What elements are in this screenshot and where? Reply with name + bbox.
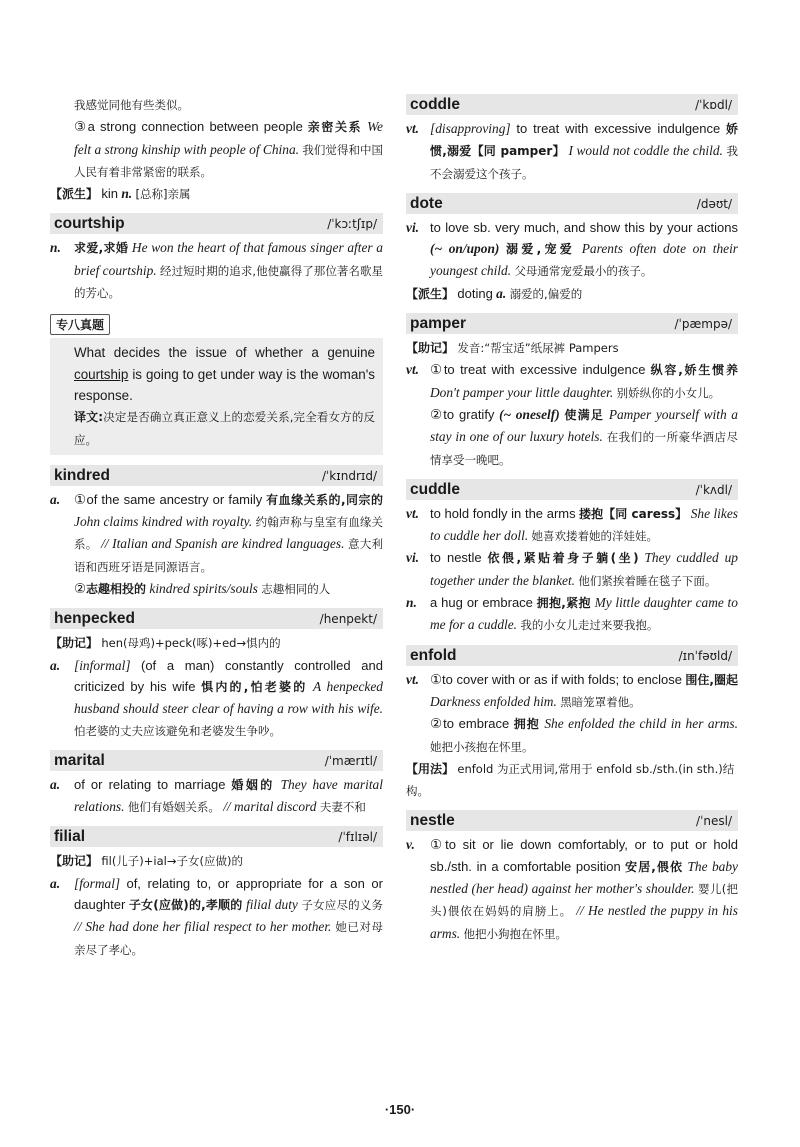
headword-bar [50, 213, 383, 234]
entry-kindred: kindred /ˈkɪndrɪd/ a. ①of the same ancestry or family 有血缘关系的,同宗的 John claims kindred with royalty. 约翰声称与皇室有血缘关系。 // Italian and Spanish are kindred languages. 意大利语和西班牙语是同源语言。 ②志趣相投的 kindred spirits/souls 志趣相同的人 [50, 466, 383, 597]
entry-filial: filial /ˈfɪlɪəl/ 【助记】 fil(儿子)+ial→子女(应做)的 a. [formal] of, relating to, or appropriate for a son or daughter 子女(应做)的,孝顺的 filial duty 子女应尽的义务 // She had done her filial respect to her mother. 她已对母亲尽了孝心。 [50, 828, 384, 957]
entry-enfold: enfold /ɪnˈfəʊld/ vt. ①to cover with or as if with folds; to enclose 围住,圈起 Darkness enfolded him. 黑暗笼罩着他。 ②to embrace 拥抱 She enfolded the child in her arms. 她把小孩抱在怀里。 【用法】 enfold 为正式用词,常用于 enfold sb./sth.(in sth.)结构。 [406, 646, 738, 799]
headword-bar [406, 193, 738, 214]
phonetic: /ˈkʌdl/ [695, 482, 732, 497]
entry-marital: marital /ˈmærɪtl/ a. of or relating to marriage 婚姻的 They have marital relations. 他们有婚姻关系。 // marital discord 夫妻不和 [50, 751, 383, 815]
headword: cuddle [410, 480, 460, 498]
phonetic: /ˈkɪndrɪd/ [321, 468, 377, 483]
headword: filial [54, 828, 86, 846]
headword-bar [50, 465, 383, 486]
kinship-continuation [50, 94, 383, 205]
headword-bar [406, 645, 738, 666]
phonetic: /ˈpæmpə/ [674, 317, 732, 332]
headword: pamper [410, 315, 466, 333]
kinship-derivative: 【派生】 kin n. [总称]亲属 [50, 186, 191, 202]
phonetic: /dəʊt/ [696, 196, 732, 211]
headword-bar [406, 313, 738, 334]
page-number: ·150· [384, 1102, 416, 1117]
part-of-speech: n. [50, 240, 61, 256]
entry-courtship: courtship /ˈkɔːtʃɪp/ n. 求爱,求婚 He won the heart of that famous singer after a brief courtship. 经过短时期的追求,他使赢得了那位著名歌星的芳心。 [50, 213, 383, 304]
headword: dote [410, 194, 443, 212]
phonetic: /ˈfɪlɪəl/ [338, 830, 377, 845]
right-column [406, 94, 738, 953]
kinship-sense3: ③a strong connection between people 亲密关系 We felt a strong kinship with people of China. 我们觉得和中国人民有着非常紧密的联系。 [74, 119, 383, 179]
entry-coddle: coddle /ˈkɒdl/ vt. [disapproving] to treat with excessive indulgence 娇惯,溺爱【同 pamper】 I would not coddle the child. 我不会溺爱这个孩子。 [406, 96, 739, 181]
entry-henpecked: henpecked /henpekt/ 【助记】 hen(母鸡)+peck(啄)+ed→惧内的 a. [informal] (of a man) constantly controlled and criticized by his wife 惧内的,怕老婆的 A henpecked husband should steer clear of having a row with his wife. 怕老婆的丈夫应该避免和老婆发生争吵。 [50, 610, 384, 738]
headword-bar [50, 826, 383, 847]
headword: kindred [54, 466, 110, 484]
headword-bar [406, 479, 738, 500]
entry-dote: dote /dəʊt/ vi. to love sb. very much, and show this by your actions (~ on/upon) 溺爱,宠爱 Parents often dote on their youngest child. 父母通常宠爱最小的孩子。 【派生】 doting a. 溺爱的,偏爱的 [406, 194, 739, 301]
exam-box: What decides the issue of whether a genuine courtship is going to get under way is the woman's response. 译文:决定是否确立真正意义上的恋爱关系,完全看女方的反应。 [50, 338, 383, 454]
entry-nestle: nestle /ˈnesl/ v. ①to sit or lie down comfortably, or to put or hold sb./sth. in a comfortable position 安居,偎依 The baby nestled (her head) against her mother's shoulder. 婴儿(把头)偎依在妈妈的肩膀上。 // He nestled the puppy in his arms. 他把小狗抱在怀里。 [406, 812, 738, 941]
headword-bar [406, 94, 738, 115]
phonetic: /ˈkɔːtʃɪp/ [327, 217, 377, 232]
phonetic: /ˈkɒdl/ [695, 98, 732, 112]
phonetic: /ˈnesl/ [696, 814, 732, 829]
kinship-sense2-example-zh-tail: 我感觉同他有些类似。 [74, 98, 189, 112]
headword-bar [50, 750, 383, 771]
exam-label: 专八真题 [50, 314, 110, 335]
headword: henpecked [54, 610, 135, 628]
headword-bar [406, 810, 738, 831]
entry-cuddle: cuddle /ˈkʌdl/ vt. to hold fondly in the arms 搂抱【同 caress】 She likes to cuddle her doll. 她喜欢搂着她的洋娃娃。 vi. to nestle 依偎,紧贴着身子躺(坐) They cuddled up together under the blanket. 他们紧挨着睡在毯子下面。 n. a hug or embrace 拥抱,紧抱 My little daughter came to me for a cuddle. 我的小女儿走过来要我抱。 [406, 480, 738, 633]
headword: nestle [410, 812, 455, 830]
phonetic: /ɪnˈfəʊld/ [678, 648, 732, 663]
headword: marital [54, 751, 105, 769]
headword-bar [50, 608, 383, 629]
headword: courtship [54, 215, 125, 233]
entry-pamper: pamper /ˈpæmpə/ 【助记】 发音:“帮宝适”纸尿裤 Pampers vt. ①to treat with excessive indulgence 纵容,娇生惯养 Don't pamper your little daughter. 别娇纵你的小女儿。 ②to gratify (~ oneself) 使满足 Pamper yourself with a stay in one of our luxury hotels. 在我们的一所豪华酒店尽情享受一晚吧。 [406, 315, 739, 467]
headword: coddle [410, 96, 460, 113]
phonetic: /henpekt/ [319, 612, 377, 627]
left-column [50, 94, 383, 969]
exam-question [50, 312, 383, 454]
phonetic: /ˈmærɪtl/ [324, 753, 377, 768]
headword: enfold [410, 646, 457, 664]
